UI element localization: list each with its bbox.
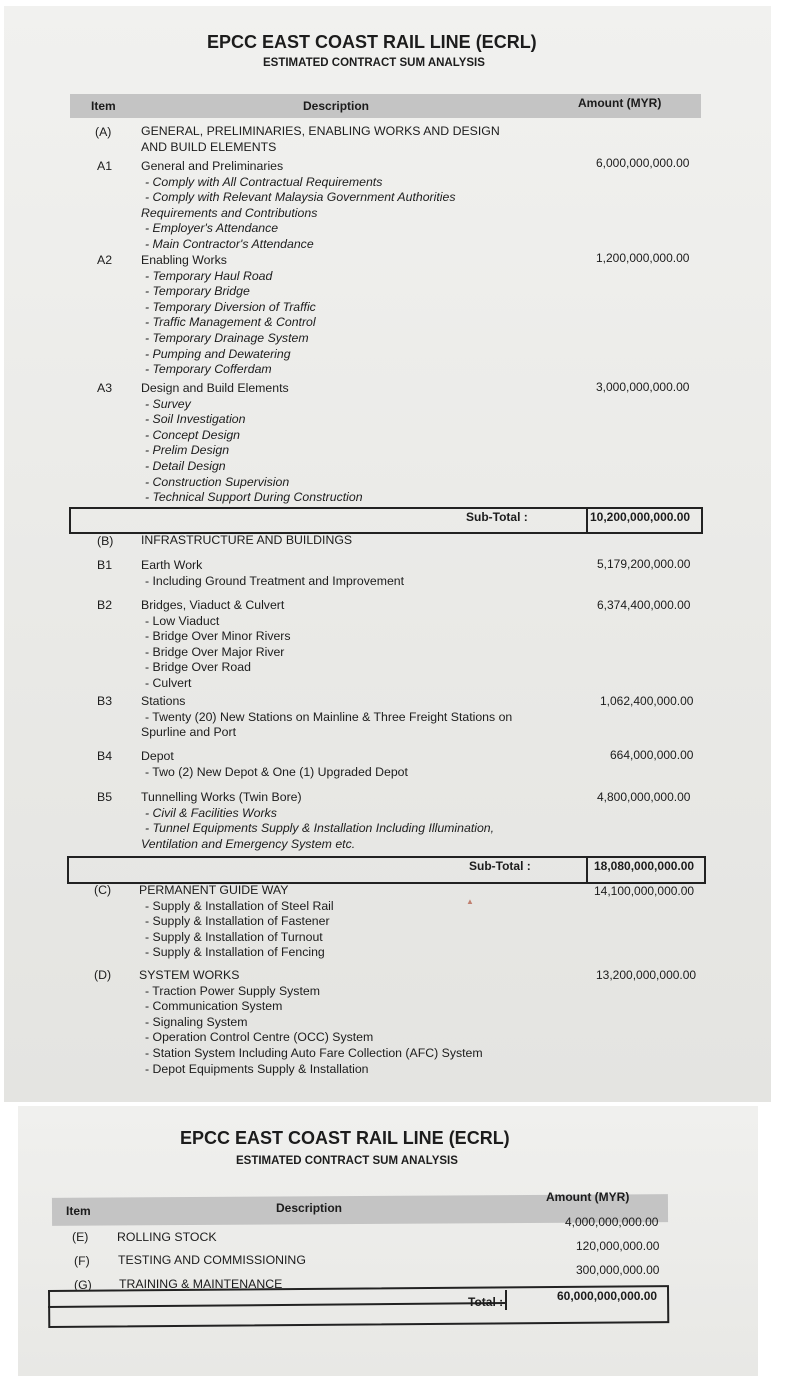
item-code: A1 [97, 159, 113, 173]
page-title: EPCC EAST COAST RAIL LINE (ECRL) [180, 1128, 510, 1148]
subtotal-amount: 10,200,000,000.00 [590, 510, 691, 524]
page-subtitle: ESTIMATED CONTRACT SUM ANALYSIS [263, 57, 485, 69]
item-amount: 4,000,000,000.00 [565, 1215, 659, 1229]
item-code: B5 [97, 790, 113, 804]
header-amount: Amount (MYR) [578, 96, 662, 110]
item-code: B1 [97, 558, 113, 572]
header-item: Item [66, 1204, 91, 1218]
item-code: B3 [97, 694, 113, 708]
item-amount: 6,000,000,000.00 [596, 156, 690, 170]
item-amount: 1,200,000,000.00 [596, 251, 690, 265]
item-code: (G) [74, 1278, 92, 1292]
section-title: SYSTEM WORKS [139, 968, 240, 982]
item-amount: 14,100,000,000.00 [594, 884, 695, 898]
item-details: - Civil & Facilities Works - Tunnel Equipments Supply & Installation Including Illumination, Ventilation and Emergency System etc. [141, 805, 495, 851]
item-amount: 4,800,000,000.00 [597, 790, 691, 804]
item-details: - Temporary Haul Road - Temporary Bridge - Temporary Diversion of Traffic - Traffic Management & Control - Temporary Drainage System - Pumping and Dewatering - Temporary Cofferdam [145, 268, 316, 377]
item-details: - Twenty (20) New Stations on Mainline & Three Freight Stations on Spurline and Port [141, 709, 513, 740]
item-details: - Low Viaduct - Bridge Over Minor Rivers - Bridge Over Major River - Bridge Over Road - Culvert [145, 613, 291, 690]
item-amount: 300,000,000.00 [576, 1263, 660, 1277]
item-title: Depot [141, 749, 174, 763]
subtotal-divider [586, 857, 588, 883]
item-details: - Survey - Soil Investigation - Concept Design - Prelim Design - Detail Design - Construction Supervision - Technical Support During Construction [145, 396, 363, 505]
item-title: TRAINING & MAINTENANCE [119, 1277, 283, 1291]
item-code: B2 [97, 598, 113, 612]
item-title: Stations [141, 694, 186, 708]
header-description: Description [303, 99, 370, 113]
header-item: Item [91, 99, 116, 113]
item-title: Tunnelling Works (Twin Bore) [141, 790, 302, 804]
item-code: (A) [95, 125, 112, 139]
item-code: (B) [97, 534, 114, 548]
item-code: A2 [97, 253, 113, 267]
subtotal-amount: 18,080,000,000.00 [594, 859, 695, 873]
item-amount: 5,179,200,000.00 [597, 557, 691, 571]
item-details: - Traction Power Supply System - Communication System - Signaling System - Operation Control Centre (OCC) System - Station System Including Auto Fare Collection (AFC) System - Depot Equipments Supply & Installation [145, 983, 483, 1076]
item-title: Design and Build Elements [141, 381, 289, 395]
item-code: (C) [94, 883, 112, 897]
item-amount: 13,200,000,000.00 [596, 968, 697, 982]
page-subtitle: ESTIMATED CONTRACT SUM ANALYSIS [236, 1155, 458, 1167]
item-amount: 120,000,000.00 [576, 1239, 660, 1253]
item-details: - Two (2) New Depot & One (1) Upgraded Depot [145, 764, 408, 779]
total-amount: 60,000,000,000.00 [557, 1289, 658, 1303]
total-label: Total : [468, 1295, 504, 1309]
item-details: - Including Ground Treatment and Improvement [145, 573, 405, 588]
item-amount: 1,062,400,000.00 [600, 694, 694, 708]
item-amount: 3,000,000,000.00 [596, 380, 690, 394]
page-title: EPCC EAST COAST RAIL LINE (ECRL) [207, 32, 537, 52]
item-code: (F) [74, 1254, 90, 1268]
item-code: A3 [97, 381, 113, 395]
header-description: Description [276, 1201, 343, 1215]
item-title: TESTING AND COMMISSIONING [118, 1253, 306, 1267]
section-title: GENERAL, PRELIMINARIES, ENABLING WORKS AND DESIGN AND BUILD ELEMENTS [141, 124, 500, 154]
item-amount: 6,374,400,000.00 [597, 598, 691, 612]
item-title: General and Preliminaries [141, 159, 284, 173]
total-divider [505, 1290, 507, 1310]
paper-mark: ▲ [466, 897, 474, 906]
item-code: (E) [72, 1230, 89, 1244]
item-title: Bridges, Viaduct & Culvert [141, 598, 285, 612]
document-page-1 [4, 6, 771, 1102]
item-details: - Comply with All Contractual Requirements - Comply with Relevant Malaysia Government Authorities Requirements and Contributions - Employer's Attendance - Main Contractor's Attendance [141, 174, 456, 251]
item-amount: 664,000,000.00 [610, 748, 694, 762]
subtotal-label: Sub-Total : [466, 510, 528, 524]
item-code: B4 [97, 749, 113, 763]
section-title: INFRASTRUCTURE AND BUILDINGS [141, 533, 353, 547]
header-amount: Amount (MYR) [546, 1190, 630, 1204]
item-title: Enabling Works [141, 253, 227, 267]
subtotal-label: Sub-Total : [469, 859, 531, 873]
section-title: PERMANENT GUIDE WAY [139, 883, 289, 897]
item-title: ROLLING STOCK [117, 1230, 217, 1244]
item-details: - Supply & Installation of Steel Rail - Supply & Installation of Fastener - Supply & Installation of Turnout - Supply & Installation of Fencing [145, 898, 334, 960]
item-title: Earth Work [141, 558, 203, 572]
subtotal-divider [586, 508, 588, 533]
item-code: (D) [94, 968, 112, 982]
